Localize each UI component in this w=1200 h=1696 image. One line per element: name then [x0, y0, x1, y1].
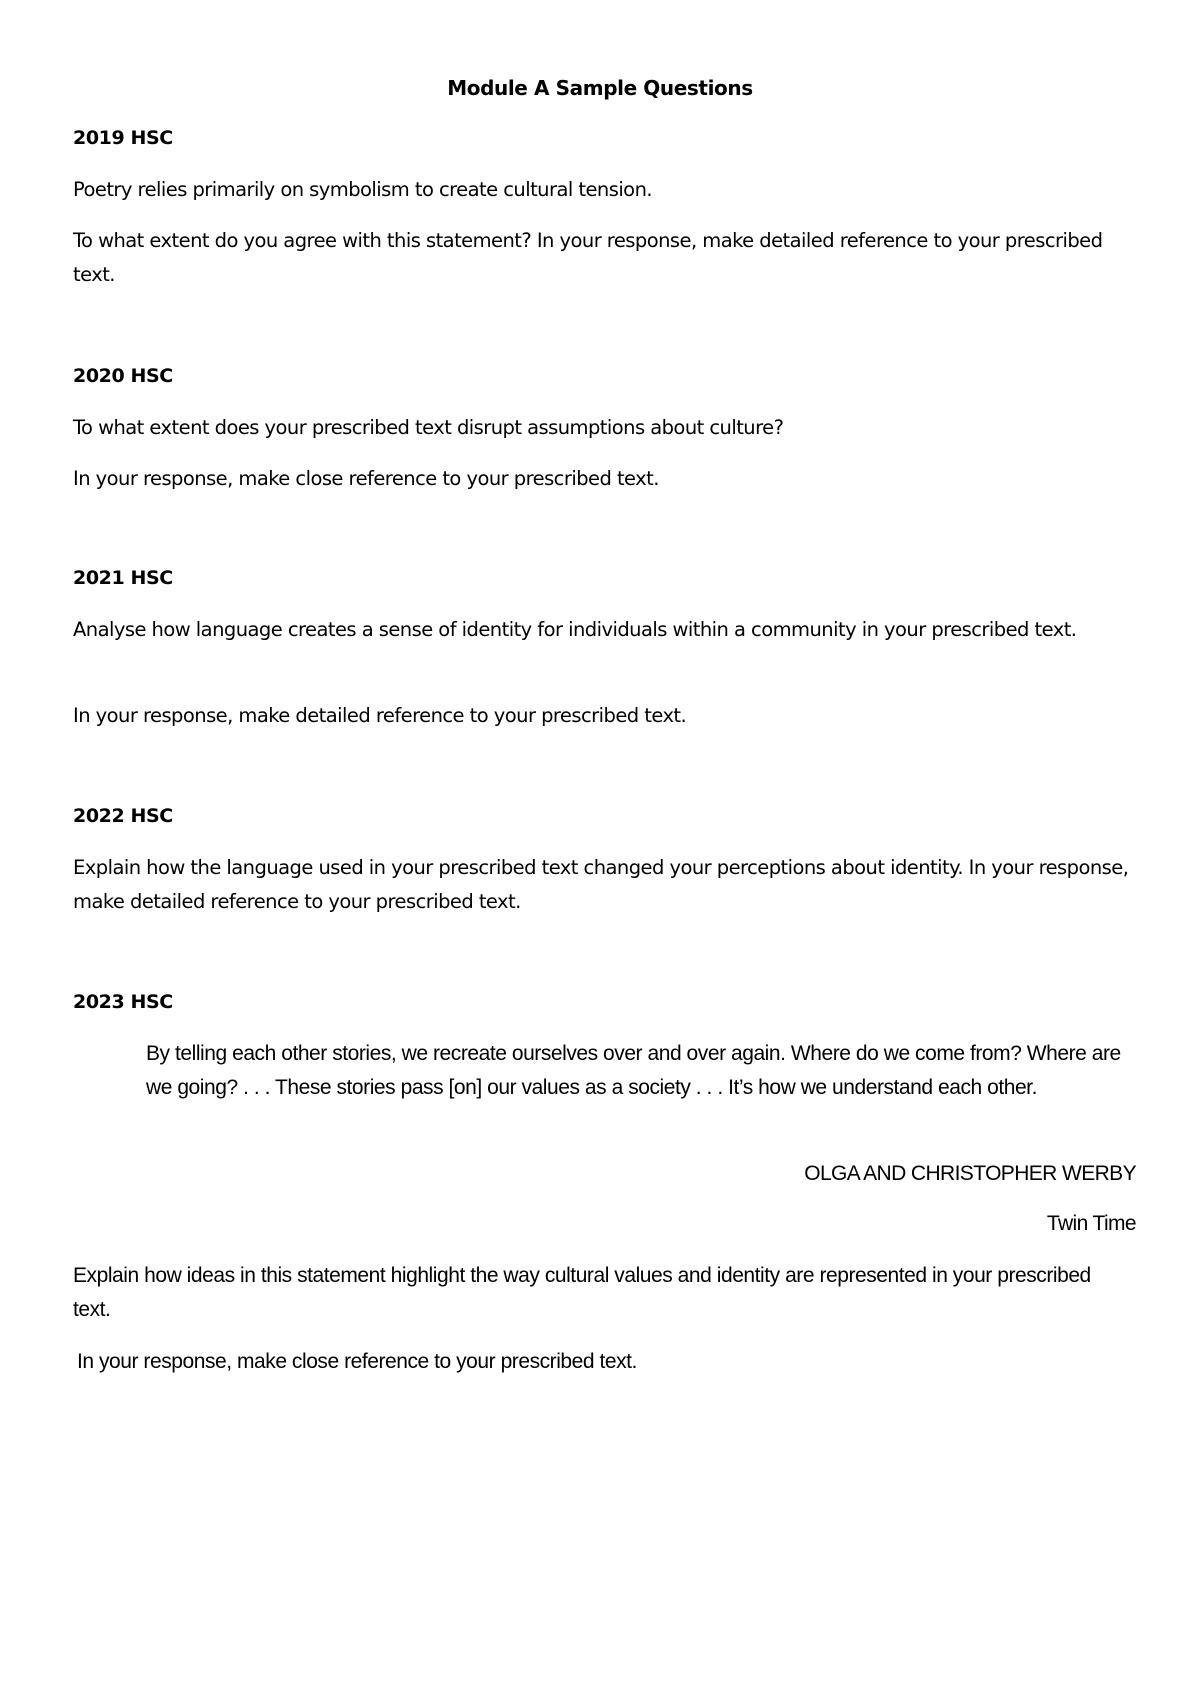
- section-heading-2023: 2023 HSC: [73, 991, 173, 1013]
- stimulus-quote: By telling each other stories, we recreate ourselves over and over again. Where do we come from? Where are we going? . . . These stories pass [on] our values as a society . . . It’s how we understand each other.: [146, 1042, 1121, 1099]
- question-2020-instruction: In your response, make close reference to your prescribed text.: [73, 467, 659, 490]
- section-heading-2021: 2021 HSC: [73, 567, 173, 589]
- section-heading-2020: 2020 HSC: [73, 365, 173, 387]
- question-2021-prompt: Analyse how language creates a sense of identity for individuals within a community in your prescribed text.: [73, 618, 1077, 641]
- quote-source: Twin Time: [1046, 1212, 1136, 1235]
- question-2019-prompt: To what extent do you agree with this statement? In your response, make detailed reference to your prescribed text.: [73, 229, 1103, 286]
- question-2022-prompt: Explain how the language used in your prescribed text changed your perceptions about identity. In your response, make detailed reference to your prescribed text.: [73, 856, 1129, 913]
- document-title: Module A Sample Questions: [447, 76, 753, 100]
- section-heading-2019: 2019 HSC: [73, 127, 173, 149]
- question-2019-statement: Poetry relies primarily on symbolism to create cultural tension.: [73, 178, 653, 201]
- section-heading-2022: 2022 HSC: [73, 805, 173, 827]
- quote-author: OLGA AND CHRISTOPHER WERBY: [804, 1162, 1136, 1185]
- question-2020-prompt: To what extent does your prescribed text disrupt assumptions about culture?: [73, 416, 784, 439]
- question-2023-instruction: In your response, make close reference to your prescribed text.: [77, 1350, 637, 1373]
- question-2021-instruction: In your response, make detailed reference to your prescribed text.: [73, 704, 687, 727]
- question-2023-prompt: Explain how ideas in this statement highlight the way cultural values and identity are represented in your prescribed text.: [73, 1264, 1091, 1321]
